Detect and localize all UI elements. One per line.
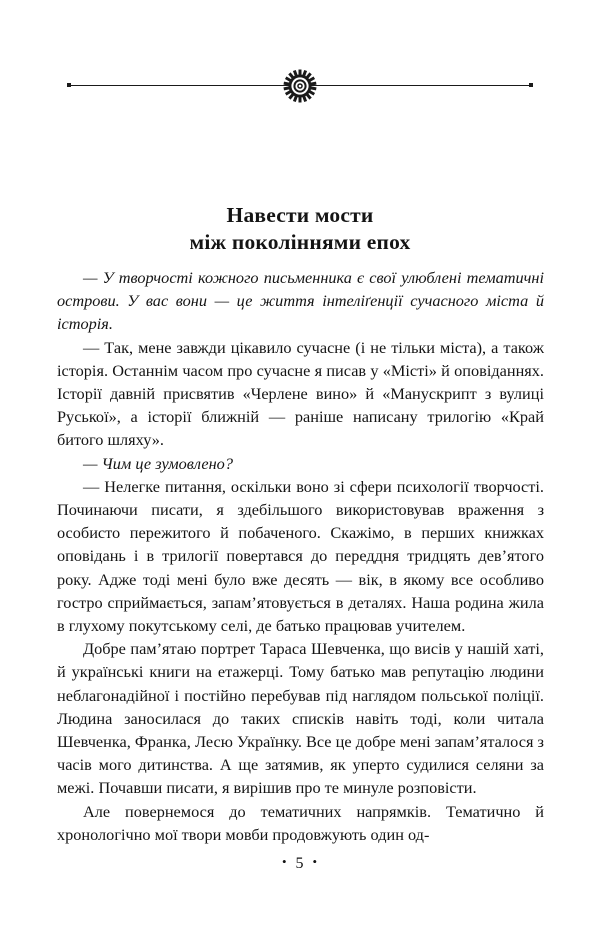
ornament-right-line xyxy=(309,85,531,86)
page-title-line-2: між поколіннями епох xyxy=(189,229,411,254)
paragraph-question-2: — Чим це зумовлено? xyxy=(83,453,233,473)
page-footer xyxy=(0,852,600,874)
paragraph-answer-3: Добре пам’ятаю портрет Тараса Шевченка, що висів у нашій хаті, й українські книги на етажерці. Тому батько мав репутацію людини неблагонадійної і постійно перебував під наглядом польської поліції. Людина заносилася до таких списків навіть тоді, коли читала Шевченка, Франка, Лесю Українку. Все це добре мені запам’яталося з часів мого дитинства. А ще затямив, як уперто судилися селяни за межі. Почавши писати, я вирішив про те минуле розповісти. xyxy=(57,639,544,798)
paragraph-answer-1: — Так, мене завжди цікавило сучасне (і не тільки міста), а також історія. Останнім часом про сучасне я писав у «Місті» й оповіданнях. Історії давній присвятив «Черлене вино» й «Манускрипт з вулиці Руської», а історії ближній — раніше написану трилогію «Край битого шляху». xyxy=(57,337,544,450)
page-title xyxy=(57,202,543,255)
page-title-line-1: Навести мости xyxy=(226,203,374,228)
page-number: 5 xyxy=(295,855,305,872)
paragraph-question-1: — У творчості кожного письменника є свої улюблені тематичні острови. У вас вони — це життя інтеліґенції сучасного міста й історія. xyxy=(57,268,544,334)
footer-left-dot-icon: • xyxy=(281,854,288,869)
ornament-left-line xyxy=(69,85,291,86)
ornament-rule xyxy=(69,62,531,110)
footer-right-dot-icon: • xyxy=(312,854,319,869)
ornament-divider xyxy=(0,62,600,110)
ornament-right-dot-icon xyxy=(529,83,533,87)
gear-rosette-icon xyxy=(283,69,317,103)
paragraph-answer-4: Але повернемося до тематичних напрямків. Тематично й хронологічно мої твори мовби продовжують один од- xyxy=(57,801,544,844)
body-text xyxy=(57,266,544,846)
paragraph-answer-2: — Нелегке питання, оскільки воно зі сфери психології творчості. Починаючи писати, я здебільшого використовував враження з особисто пережитого й побаченого. Скажімо, в перших книжках оповідань і в трилогії повертався до переддня тридцять дев’ятого року. Адже тоді мені було вже десять — вік, в якому все особливо гостро сприймається, запам’ятовується в деталях. Наша родина жила в глухому покутському селі, де батько працював учителем. xyxy=(57,476,544,636)
